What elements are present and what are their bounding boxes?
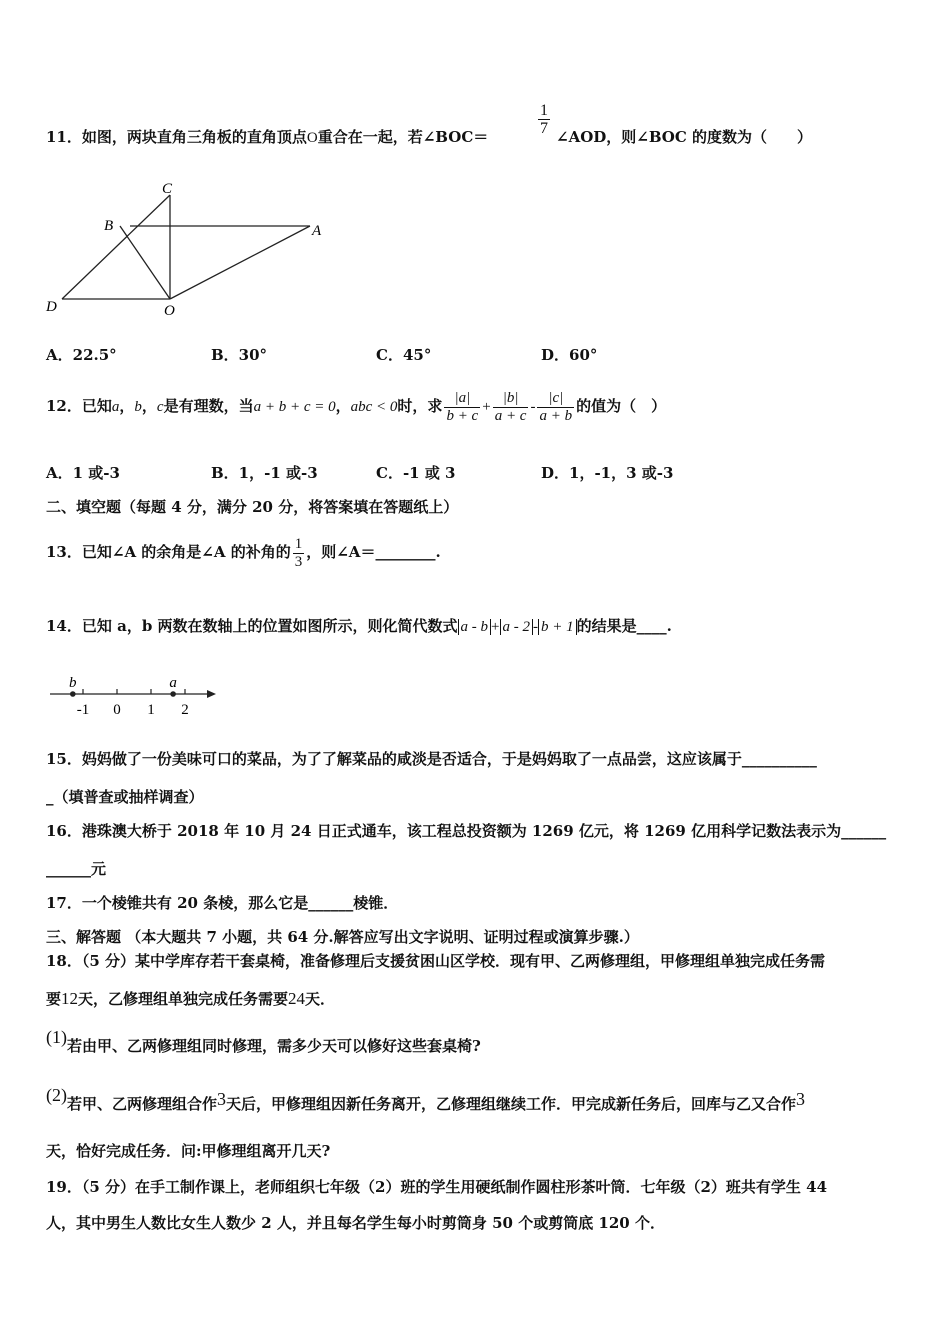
q11-fraction-numerator: 1: [540, 102, 548, 119]
q19-line-2: 人，其中男生人数比女生人数少 2 人，并且每名学生每小时剪筒身 50 个或剪筒底 120 个．: [46, 1214, 665, 1232]
q11-fraction-denominator: 7: [540, 120, 548, 137]
q11-option-b: B．30°: [211, 346, 268, 364]
q11-option-d: D．60°: [541, 346, 598, 364]
label-b: B: [104, 218, 114, 234]
q12-option-c: C．-1 或 3: [376, 464, 456, 482]
number-line-tick-label: 0: [113, 702, 121, 718]
q13-fraction: $\frac{1}{3}$: [294, 535, 303, 570]
q12-fraction-3: $\frac{|c|}{a + b}$: [539, 389, 573, 424]
q18-part-2-line-2: 天，恰好完成任务．问:甲修理组离开几天?: [46, 1142, 331, 1160]
q17-stem: 17．一个棱锥共有 20 条棱，那么它是______棱锥．: [46, 894, 399, 912]
q15-line-1: 15．妈妈做了一份美味可口的菜品，为了了解菜品的咸淡是否适合，于是妈妈取了一点品尝，这应该属于__________: [46, 750, 817, 768]
label-o: O: [164, 303, 175, 319]
q14-stem: 14．已知 a，b 两数在数轴上的位置如图所示，则化简代数式 a - b + a - 2 - b + 1 的结果是____.: [46, 617, 672, 635]
label-a: A: [312, 223, 322, 239]
q11-fraction: [538, 102, 550, 137]
q18-part-1-label: (1): [46, 1027, 67, 1047]
label-d: D: [46, 299, 57, 315]
q18-line-2: 要12天，乙修理组单独完成任务需要24天．: [46, 989, 336, 1008]
q11-stem-post: ∠AOD，则∠BOC 的度数为（ ）: [556, 128, 813, 146]
q13-stem: 13．已知∠A 的余角是∠A 的补角的 $\frac{1}{3}$ ，则∠A＝________.: [46, 535, 441, 570]
point-a-dot: [170, 691, 176, 697]
q11-option-c: C．45°: [376, 346, 432, 364]
q12-fraction-2: $\frac{|b|}{a + c}$: [494, 389, 527, 424]
line-dc: [62, 195, 170, 299]
section-3-heading: 三、解答题 （本大题共 7 小题，共 64 分.解答应写出文字说明、证明过程或演算步骤.）: [46, 928, 639, 946]
point-b-dot: [70, 691, 76, 697]
line-ao: [170, 226, 310, 299]
number-line-tick-label: 2: [181, 702, 189, 718]
section-2-heading: 二、填空题（每题 4 分，满分 20 分，将答案填在答题纸上）: [46, 498, 459, 516]
q11-option-a: A．22.5°: [46, 346, 117, 364]
q16-line-1: 16．港珠澳大桥于 2018 年 10 月 24 日正式通车，该工程总投资额为 1269 亿元，将 1269 亿用科学记数法表示为______: [46, 822, 887, 840]
q15-line-2: _（填普查或抽样调查）: [46, 788, 204, 806]
q12-option-d: D．1，-1，3 或-3: [541, 464, 674, 482]
q12-option-b: B．1，-1 或-3: [211, 464, 318, 482]
q12-stem: 12．已知a，b，c是有理数，当a + b + c = 0，abc < 0时，求 $\frac{|a|}{b + c}$ + $\frac{|b|}{a + c}$ - $\frac{|c|}{a + b}$ 的值为（ ）: [46, 389, 667, 424]
q11-stem: 11．如图，两块直角三角板的直角顶点O重合在一起，若∠BOC＝: [46, 128, 489, 146]
label-c: C: [162, 181, 173, 197]
q18-part-2-label: (2): [46, 1085, 67, 1105]
q12-option-a: A．1 或-3: [46, 464, 120, 482]
line-bo: [120, 226, 170, 299]
q18-line-1: 18．（5 分）某中学库存若干套桌椅，准备修理后支援贫困山区学校．现有甲、乙两修理组，甲修理组单独完成任务需: [46, 952, 826, 970]
q16-line-2: ______元: [46, 860, 107, 878]
number-line-arrow-icon: [207, 690, 216, 698]
number-line-tick-label: 1: [147, 702, 155, 718]
q18-part-2: (2)若甲、乙两修理组合作3天后，甲修理组因新任务离开，乙修理组继续工作．甲完成新任务后，回库与乙又合作3: [46, 1085, 806, 1113]
q12-fraction-1: $\frac{|a|}{b + c}$: [446, 389, 479, 424]
point-a-label: a: [169, 675, 177, 691]
q11-figure: [40, 175, 340, 325]
q18-part-1: (1)若由甲、乙两修理组同时修理，需多少天可以修好这些套桌椅?: [46, 1027, 481, 1055]
number-line-tick-label: -1: [76, 702, 90, 718]
q19-line-1: 19．（5 分）在手工制作课上，老师组织七年级（2）班的学生用硬纸制作圆柱形茶叶筒．七年级（2）班共有学生 44: [46, 1178, 828, 1196]
q14-number-line: [46, 668, 226, 720]
point-b-label: b: [69, 675, 77, 691]
